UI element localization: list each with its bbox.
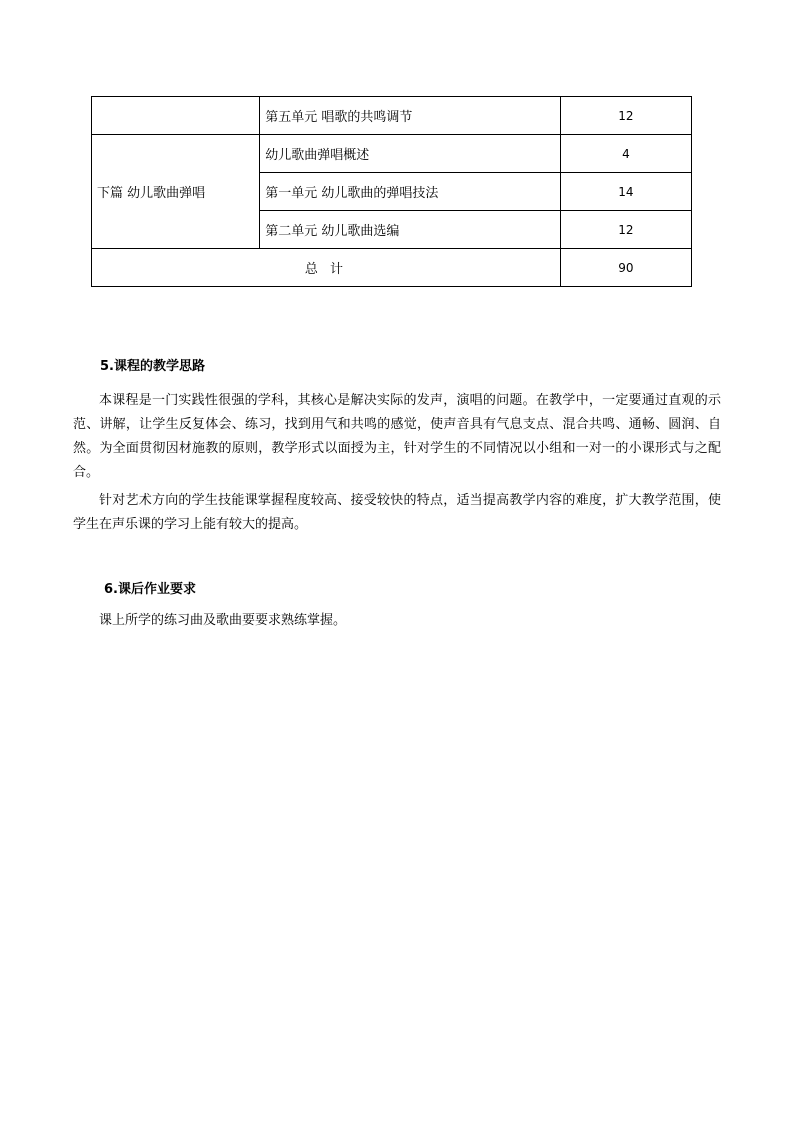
section-5-heading: 5.课程的教学思路 [100,359,205,374]
table-row [92,135,692,173]
total-hours-cell: 90 [560,249,691,287]
unit-cell: 第五单元 唱歌的共鸣调节 [260,97,561,135]
unit-cell: 第二单元 幼儿歌曲选编 [260,211,561,249]
table-row [92,97,692,135]
part-cell: 下篇 幼儿歌曲弹唱 [92,135,260,249]
total-label-cell: 总 计 [92,249,561,287]
course-hours-table [91,96,692,287]
unit-cell: 第一单元 幼儿歌曲的弹唱技法 [260,173,561,211]
section-6-paragraph-1: 课上所学的练习曲及歌曲要要求熟练掌握。 [99,613,347,628]
part-cell [92,97,260,135]
unit-cell: 幼儿歌曲弹唱概述 [260,135,561,173]
section-6-heading: 6.课后作业要求 [104,582,196,597]
hours-cell: 14 [560,173,691,211]
section-5-paragraph-2: 针对艺术方向的学生技能课掌握程度较高、接受较快的特点，适当提高教学内容的难度，扩大教学范围，使学生在声乐课的学习上能有较大的提高。 [73,493,721,532]
section-5-paragraph-1: 本课程是一门实践性很强的学科，其核心是解决实际的发声，演唱的问题。在教学中，一定要通过直观的示范、讲解，让学生反复体会、练习，找到用气和共鸣的感觉，使声音具有气息支点、混合共鸣、通畅、圆润、自然。为全面贯彻因材施教的原则，教学形式以面授为主，针对学生的不同情况以小组和一对一的小课形式与之配合。 [73,393,721,480]
hours-cell: 4 [560,135,691,173]
table-total-row [92,249,692,287]
hours-cell: 12 [560,211,691,249]
hours-cell: 12 [560,97,691,135]
